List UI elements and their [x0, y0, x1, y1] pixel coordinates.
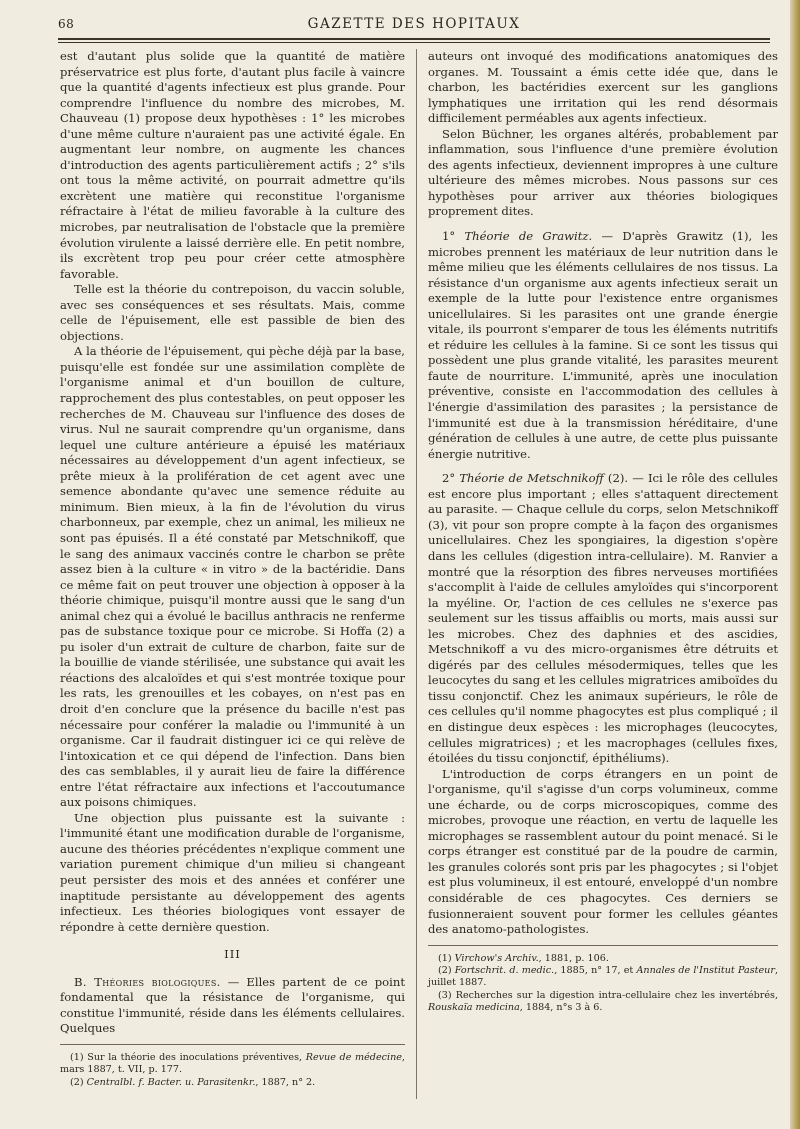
footnote: (1) Virchow's Archiv., 1881, p. 106.: [438, 952, 609, 964]
header-rule: [58, 38, 770, 40]
paragraph: L'introduction de corps étrangers en un point de l'organisme, qu'il s'agisse d'un corps volumineux, comme une écharde, ou de corps microscopiques, comme des microbes, provoque une réaction, en vertu de laquelle les microphages se rassemblent autour du point menacé. Si le corps étranger est constitué par de la poudre de carmin, les granules colorés sont pris par les phagocytes ; si l'objet est plus volumineux, il est entouré, enveloppé d'un nombre considérable de ces phagocytes. Ces derniers se fusionneraient souvent pour former les cellules géantes des anatomo-pathologistes.: [428, 766, 778, 937]
paragraph: est d'autant plus solide que la quantité de matière préservatrice est plus forte, d'autant plus facile à vaincre que la quantité d'agents infectieux est plus grande. Pour comprendre l'influence du nombre des microbes, M. Chauveau (1) propose deux hypothèses : 1° les microbes d'une même culture n'auraient pas une activité égale. En augmentant leur nombre, on augmente les chances d'introduction des agents particulièrement actifs ; 2° s'ils ont tous la même activité, on pourrait admettre qu'ils excrètent une matière qui reconstitue l'organisme réfractaire à l'état de milieu favorable à la culture des microbes, par neutralisation de l'obstacle que la première évolution virulente a laissé derrière elle. En petit nombre, ils excrètent trop peu pour créer cette atmosphère favorable.: [60, 49, 405, 281]
footnote: (2) Fortschrit. d. medic., 1885, n° 17, et Annales de l'Institut Pasteur, juillet 1887.: [428, 965, 778, 989]
paragraph: Une objection plus puissante est la suivante : l'immunité étant une modification durable de l'organisme, aucune des théories précédentes n'explique comment une variation purement chimique d'un milieu si changeant peut persister des mois et des années et conférer une inaptitude persistante au développement des agents infectieux. Les théories biologiques vont essayer de répondre à cette dernière question.: [60, 810, 405, 934]
page-header: [58, 16, 770, 38]
footnote-rule: [60, 1044, 405, 1045]
subsection-heading: Théorie de Metschnikoff: [459, 471, 604, 486]
paragraph: 1° Théorie de Grawitz. — D'après Grawitz (1), les microbes prennent les matériaux de leur nutrition dans le même milieu que les éléments cellulaires de nos tissus. La résistance d'un organisme aux agents infectieux serait un exemple de la lutte pour l'existence entre organismes unicellulaires. Si les parasites ont une grande énergie vitale, ils pourront s'emparer de tous les éléments nutritifs et réduire les cellules à la famine. Si ce sont les tissus qui possèdent une plus grande vitalité, les parasites meurent faute de nourriture. L'immunité, après une inoculation préventive, consiste en l'accommodation des cellules à l'énergie d'assimilation des parasites ; la persistance de l'immunité est due à la transmission héréditaire, d'une génération de cellules à une autre, de cette plus puissante énergie nutritive.: [428, 229, 779, 461]
page-edge: [790, 0, 800, 1129]
footnote: (3) Recherches sur la digestion intra-cellulaire chez les invertébrés, Rouskaïa medicina, 1884, n°s 3 à 6.: [428, 989, 778, 1014]
paragraph: Telle est la théorie du contrepoison, du vaccin soluble, avec ses conséquences et ses résultats. Mais, comme celle de l'épuisement, elle est passible de bien des objections.: [60, 282, 405, 343]
paragraph: B. Théories biologiques. — Elles partent de ce point fondamental que la résistance de l'organisme, qui constitue l'immunité, réside dans les éléments cellulaires. Quelques: [60, 974, 405, 1036]
left-column: [60, 49, 405, 1089]
paragraph: auteurs ont invoqué des modifications anatomiques des organes. M. Toussaint a émis cette idée que, dans le charbon, les bactéridies exercent sur les ganglions lymphatiques une irritation qui les rend désormais difficilement perméables aux agents infectieux.: [428, 49, 778, 126]
right-column: [428, 49, 778, 1015]
section-number: III: [224, 947, 241, 962]
paragraph: 2° Théorie de Metschnikoff (2). — Ici le rôle des cellules est encore plus important ; elles s'attaquent directement au parasite. — Chaque cellule du corps, selon Metschnikoff (3), vit pour son propre compte à la façon des organismes unicellulaires. Chez les spongiaires, la digestion s'opère dans les cellules (digestion intra-cellulaire). M. Ranvier a montré que la résorption des fibres nerveuses mortifiées s'accomplit à l'aide de cellules amyloïdes qui s'incorporent la myéline. Or, l'action de ces cellules ne s'exerce pas seulement sur les tissus affaiblis ou morts, mais aussi sur les microbes. Chez des daphnies et des ascidies, Metschnikoff a vu des micro-organismes être détruits et digérés par des cellules mésodermiques, telles que les leucocytes du sang et les cellules migratrices amiboïdes du tissu conjonctif. Chez les animaux supérieurs, le rôle de ces cellules qu'il nomme phagocytes est plus compliqué ; il en distingue deux espèces : les microphages (leucocytes, cellules migratrices) ; et les macrophages (cellules fixes, étoilées du tissu conjonctif, épithéliums).: [428, 471, 778, 766]
footnote-rule: [428, 945, 778, 946]
section-heading: B. Théories biologiques.: [74, 974, 221, 989]
column-divider: [416, 49, 417, 1099]
subsection-heading: Théorie de Grawitz.: [464, 229, 593, 244]
footnote: (1) Sur la théorie des inoculations préventives, Revue de médecine, mars 1887, t. VII, p. 177.: [60, 1051, 405, 1076]
paragraph: A la théorie de l'épuisement, qui pèche déjà par la base, puisqu'elle est fondée sur une assimilation complète de l'organisme animal et d'un bouillon de culture, rapprochement des plus contestables, on peut opposer les recherches de M. Chauveau sur l'influence des doses de virus. Nul ne saurait comprendre qu'un organisme, dans lequel une culture antérieure a épuisé les matériaux nécessaires au développement d'un agent infectieux, se prête mieux à la prolifération de cet agent avec une semence abondante qu'avec une semence réduite au minimum. Bien mieux, à la fin de l'évolution du virus charbonneux, par exemple, chez un animal, les milieux ne sont pas épuisés. Il a été constaté par Metschnikoff, que le sang des animaux vaccinés contre le charbon se prête assez bien à la culture « in vitro » de la bactéridie. Dans ce même fait on peut trouver une objection à opposer à la théorie chimique, puisqu'il montre aussi que le sang d'un animal chez qui a évolué le bacillus anthracis ne renferme pas de substance toxique pour ce microbe. Si Hoffa (2) a pu isoler d'un extrait de culture de charbon, faite sur de la bouillie de viande stérilisée, une substance qui avait les réactions des alcaloïdes et qui s'est montrée toxique pour les rats, les grenouilles et les cobayes, on n'est pas en droit d'en conclure que la présence du bacille n'est pas nécessaire pour conférer la maladie ou l'immunité à un organisme. Car il faudrait distinguer ici ce qui relève de l'intoxication et ce qui dépend de l'infection. Dans bien des cas semblables, il y aurait lieu de faire la différence entre l'état réfractaire aux infections et l'accoutumance aux poisons chimiques.: [60, 344, 405, 810]
running-title: GAZETTE DES HOPITAUX: [307, 16, 521, 32]
footnote: (2) Centralbl. f. Bacter. u. Parasitenkr., 1887, n° 2.: [70, 1076, 316, 1088]
page-number: 68: [58, 17, 75, 31]
paragraph: Selon Büchner, les organes altérés, probablement par inflammation, sous l'influence d'une première évolution des agents infectieux, deviennent impropres à une culture ultérieure des mêmes microbes. Nous passons sur ces hypothèses pour arriver aux théories biologiques proprement dites.: [428, 126, 778, 219]
header-rule-thin: [58, 42, 770, 43]
